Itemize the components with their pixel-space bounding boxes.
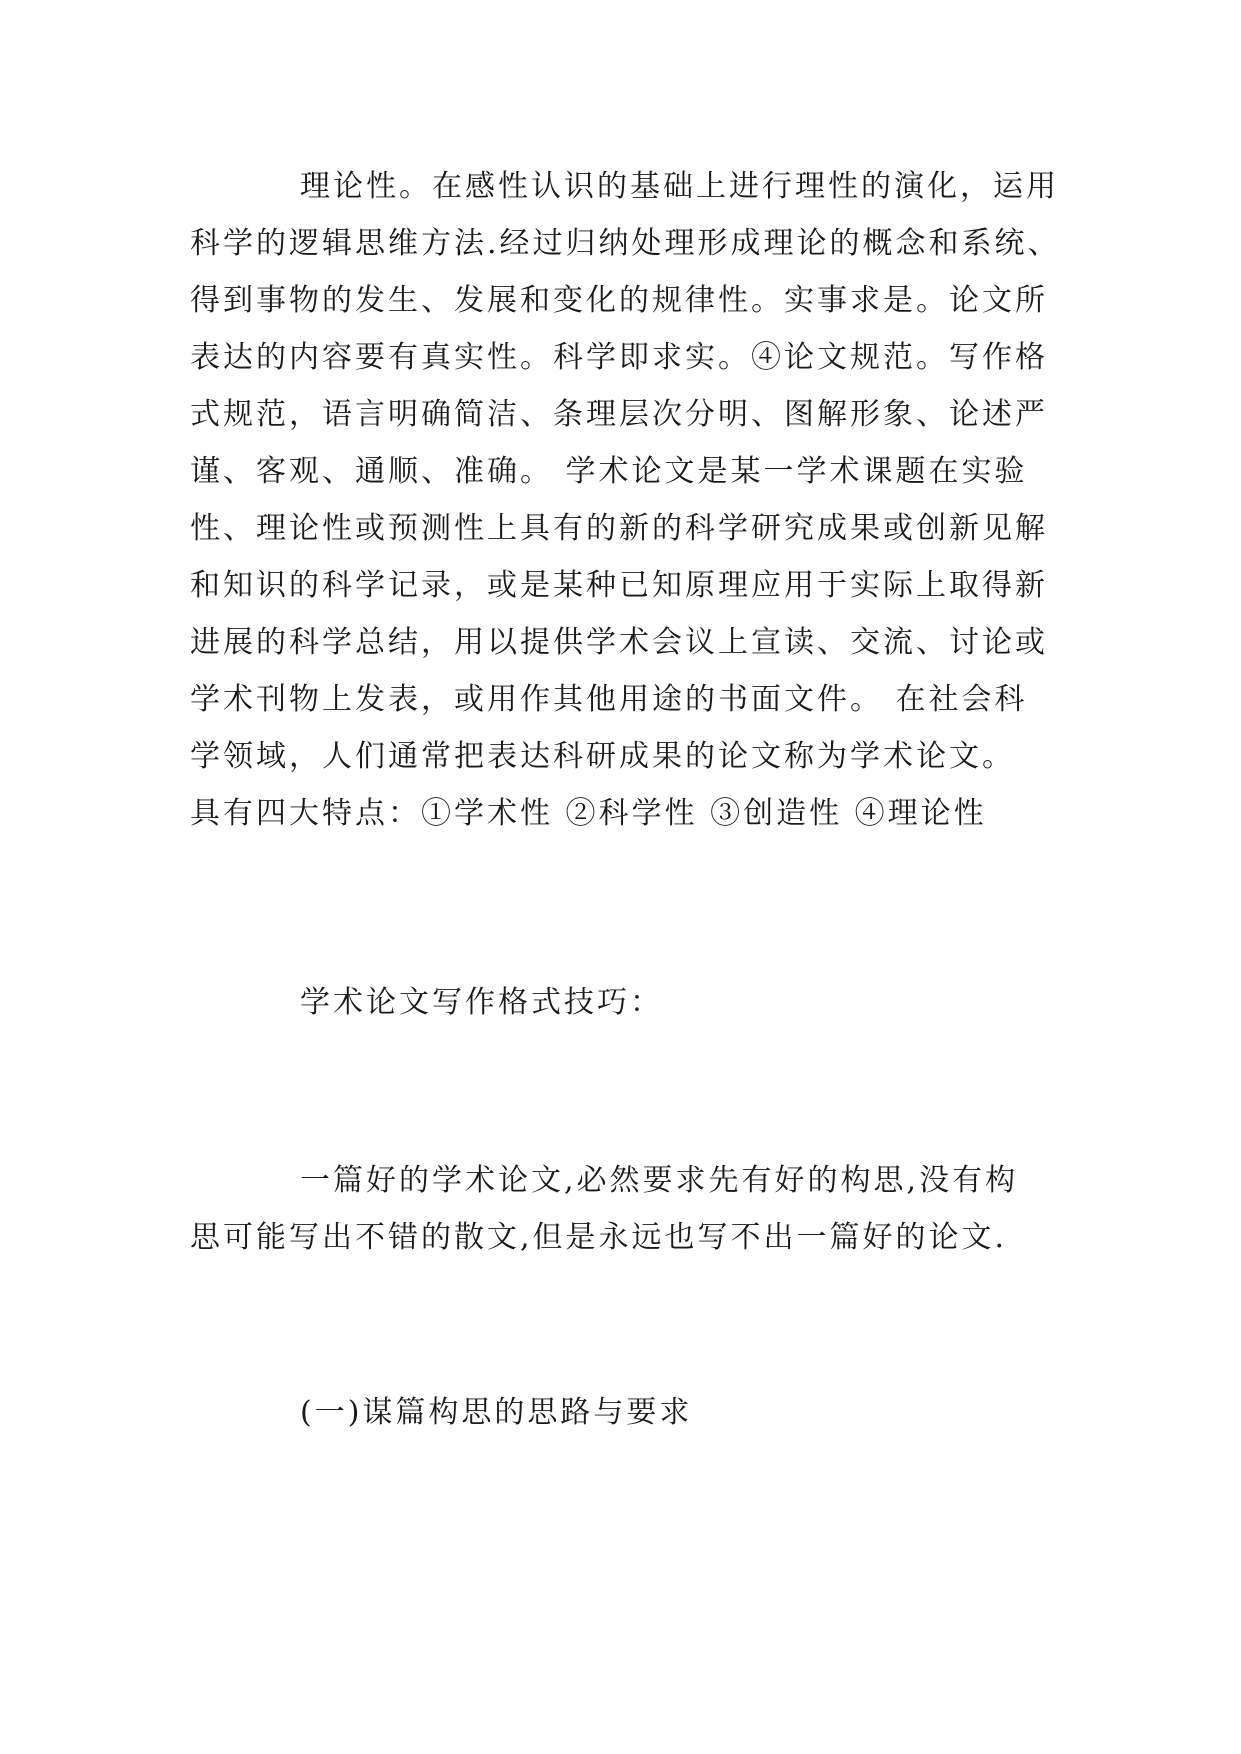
paragraph-line: 表达的内容要有真实性。科学即求实。④论文规范。写作格 <box>190 340 1048 375</box>
paragraph-line: 得到事物的发生、发展和变化的规律性。实事求是。论文所 <box>190 283 1048 318</box>
paragraph-line: 科学的逻辑思维方法.经过归纳处理形成理论的概念和系统、 <box>190 226 1061 261</box>
paragraph-line: 谨、客观、通顺、准确。 学术论文是某一学术课题在实验 <box>190 454 1028 489</box>
paragraph-line: 思可能写出不错的散文,但是永远也写不出一篇好的论文. <box>190 1220 1008 1255</box>
paragraph-line: 性、理论性或预测性上具有的新的科学研究成果或创新见解 <box>190 511 1048 546</box>
section-heading <box>190 974 1070 1031</box>
body-paragraph <box>190 1152 1070 1266</box>
paragraph-line: 学术刊物上发表，或用作其他用途的书面文件。 在社会科 <box>190 682 1028 717</box>
paragraph-line: 学领域，人们通常把表达科研成果的论文称为学术论文。 <box>190 739 1015 774</box>
paragraph-line: 进展的科学总结，用以提供学术会议上宣读、交流、讨论或 <box>190 625 1048 660</box>
subsection-heading <box>190 1384 1070 1441</box>
paragraph-line: 理论性。在感性认识的基础上进行理性的演化，运用 <box>300 169 1059 204</box>
body-paragraph <box>190 158 1070 842</box>
paragraph-line: 和知识的科学记录，或是某种已知原理应用于实际上取得新 <box>190 568 1048 603</box>
heading-line: 学术论文写作格式技巧： <box>300 985 663 1020</box>
paragraph-line: 具有四大特点：①学术性 ②科学性 ③创造性 ④理论性 <box>190 796 987 831</box>
paragraph-line: 一篇好的学术论文,必然要求先有好的构思,没有构 <box>300 1163 1019 1198</box>
paragraph-line: 式规范，语言明确简洁、条理层次分明、图解形象、论述严 <box>190 397 1048 432</box>
heading-line: (一)谋篇构思的思路与要求 <box>300 1395 693 1430</box>
